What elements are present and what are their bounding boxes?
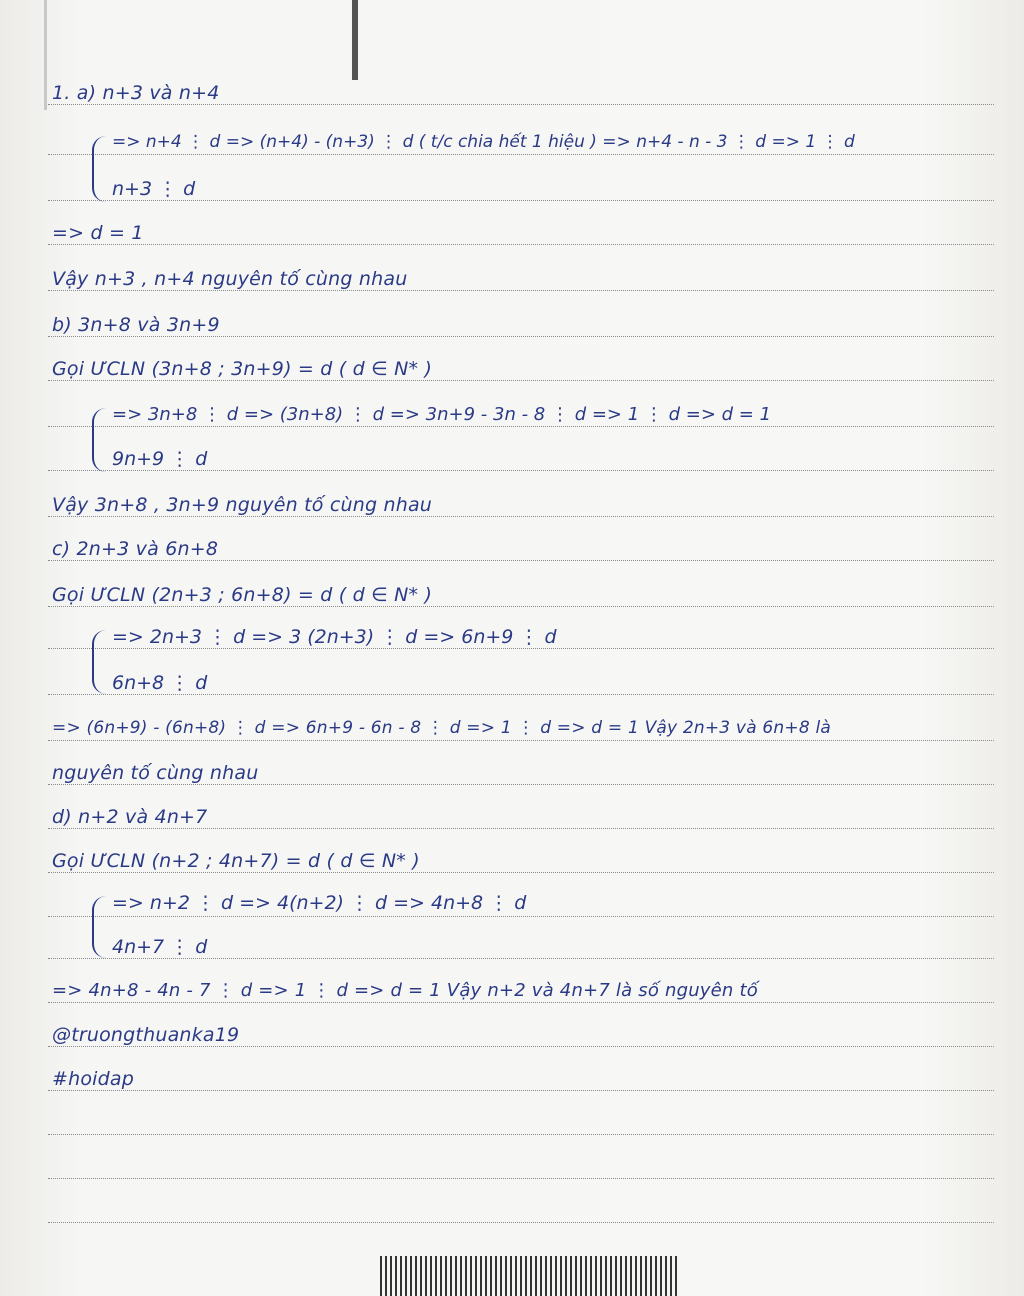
part-b-conclusion: Vậy 3n+8 , 3n+9 nguyên tố cùng nhau: [52, 494, 433, 516]
ruled-line: [48, 740, 994, 741]
part-d-gcd: Gọi ƯCLN (n+2 ; 4n+7) = d ( d ∈ N* ): [52, 850, 420, 872]
system-brace: [92, 630, 108, 694]
ruled-line: [48, 694, 994, 695]
ruled-line: [48, 104, 994, 105]
ruled-line: [48, 470, 994, 471]
ruled-line: [48, 380, 994, 381]
part-c-result: => (6n+9) - (6n+8) ⋮ d => 6n+9 - 6n - 8 ⋮ d => 1 ⋮ d => d = 1 Vậy 2n+3 và 6n+8 là: [52, 718, 832, 738]
ruled-line: [48, 336, 994, 337]
ruled-line: [48, 784, 994, 785]
part-a-step-1: => n+4 ⋮ d => (n+4) - (n+3) ⋮ d ( t/c chia hết 1 hiệu ) => n+4 - n - 3 ⋮ d => 1 ⋮ d: [112, 132, 855, 152]
part-d-heading: d) n+2 và 4n+7: [52, 806, 208, 828]
ruled-line: [48, 154, 994, 155]
part-c-gcd: Gọi ƯCLN (2n+3 ; 6n+8) = d ( d ∈ N* ): [52, 584, 433, 606]
ruled-line: [48, 426, 994, 427]
ruled-line: [48, 828, 994, 829]
ruled-line: [48, 516, 994, 517]
ruled-line: [48, 1046, 994, 1047]
part-b-heading: b) 3n+8 và 3n+9: [52, 314, 220, 336]
ruled-line: [48, 1002, 994, 1003]
part-d-result: => 4n+8 - 4n - 7 ⋮ d => 1 ⋮ d => d = 1 Vậy n+2 và 4n+7 là số nguyên tố: [52, 980, 758, 1001]
ruled-line: [48, 606, 994, 607]
ruled-line: [48, 244, 994, 245]
ruled-line: [48, 1134, 994, 1135]
ruled-line: [48, 1178, 994, 1179]
part-a-heading: 1. a) n+3 và n+4: [52, 82, 220, 104]
ruled-line: [48, 1090, 994, 1091]
part-c-heading: c) 2n+3 và 6n+8: [52, 538, 219, 560]
author-handle: @truongthuanka19: [52, 1024, 240, 1046]
ruled-line: [48, 560, 994, 561]
system-brace: [92, 408, 108, 472]
system-brace: [92, 136, 108, 202]
ruled-line: [48, 872, 994, 873]
ruled-line: [48, 958, 994, 959]
part-a-conclusion: Vậy n+3 , n+4 nguyên tố cùng nhau: [52, 268, 408, 290]
part-c-step-1: => 2n+3 ⋮ d => 3 (2n+3) ⋮ d => 6n+9 ⋮ d: [112, 626, 557, 648]
system-brace: [92, 896, 108, 958]
part-d-step-1: => n+2 ⋮ d => 4(n+2) ⋮ d => 4n+8 ⋮ d: [112, 892, 527, 914]
binding-mark: [352, 0, 358, 80]
part-a-result: => d = 1: [52, 222, 144, 244]
ruled-line: [48, 1222, 994, 1223]
part-c-conclusion: nguyên tố cùng nhau: [52, 762, 259, 784]
ruled-line: [48, 648, 994, 649]
part-d-step-2: 4n+7 ⋮ d: [112, 936, 208, 958]
part-c-step-2: 6n+8 ⋮ d: [112, 672, 208, 694]
binding-strip: [380, 1256, 680, 1296]
ruled-line: [48, 916, 994, 917]
part-a-step-2: n+3 ⋮ d: [112, 178, 196, 200]
ruled-line: [48, 290, 994, 291]
ruled-line: [48, 200, 994, 201]
part-b-step-1: => 3n+8 ⋮ d => (3n+8) ⋮ d => 3n+9 - 3n - 8 ⋮ d => 1 ⋮ d => d = 1: [112, 404, 772, 425]
hashtag: #hoidap: [52, 1068, 135, 1090]
margin-line: [44, 0, 47, 110]
part-b-gcd: Gọi ƯCLN (3n+8 ; 3n+9) = d ( d ∈ N* ): [52, 358, 433, 380]
part-b-step-2: 9n+9 ⋮ d: [112, 448, 208, 470]
